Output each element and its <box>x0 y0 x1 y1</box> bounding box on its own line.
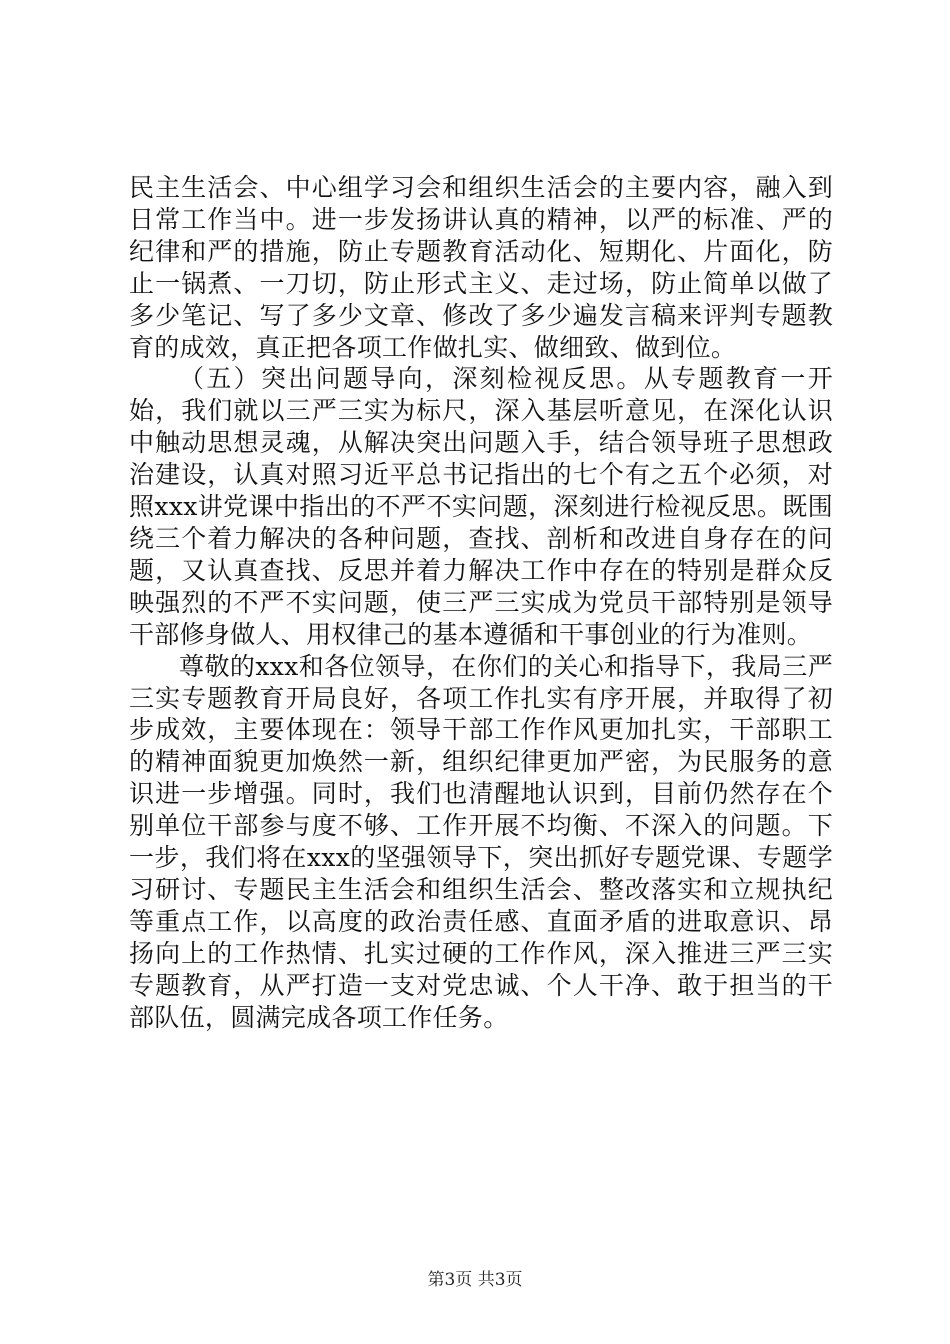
document-body <box>129 172 833 1033</box>
page-number-footer: 第3页 共3页 <box>427 1270 523 1290</box>
paragraph-conclusion: 尊敬的xxx和各位领导，在你们的关心和指导下，我局三严三实专题教育开局良好，各项工作扎实有序开展，并取得了初步成效，主要体现在：领导干部工作作风更加扎实，干部职工的精神面貌更加焕然一新，组织纪律更加严密，为民服务的意识进一步增强。同时，我们也清醒地认识到，目前仍然存在个别单位干部参与度不够、工作开展不均衡、不深入的问题。下一步，我们将在xxx的坚强领导下，突出抓好专题党课、专题学习研讨、专题民主生活会和组织生活会、整改落实和立规执纪等重点工作，以高度的政治责任感、直面矛盾的进取意识、昂扬向上的工作热情、扎实过硬的工作作风，深入推进三严三实专题教育，从严打造一支对党忠诚、个人干净、敢于担当的干部队伍，圆满完成各项工作任务。 <box>129 651 833 1032</box>
paragraph-section-five: （五）突出问题导向，深刻检视反思。从专题教育一开始，我们就以三严三实为标尺，深入基层听意见，在深化认识中触动思想灵魂，从解决突出问题入手，结合领导班子思想政治建设，认真对照习近平总书记指出的七个有之五个必须，对照xxx讲党课中指出的不严不实问题，深刻进行检视反思。既围绕三个着力解决的各种问题，查找、剖析和改进自身存在的问题，又认真查找、反思并着力解决工作中存在的特别是群众反映强烈的不严不实问题，使三严三实成为党员干部特别是领导干部修身做人、用权律己的基本遵循和干事创业的行为准则。 <box>129 364 833 649</box>
paragraph-continuation: 民主生活会、中心组学习会和组织生活会的主要内容，融入到日常工作当中。进一步发扬讲认真的精神，以严的标准、严的纪律和严的措施，防止专题教育活动化、短期化、片面化，防止一锅煮、一刀切，防止形式主义、走过场，防止简单以做了多少笔记、写了多少文章、修改了多少遍发言稿来评判专题教育的成效，真正把各项工作做扎实、做细致、做到位。 <box>129 173 833 362</box>
